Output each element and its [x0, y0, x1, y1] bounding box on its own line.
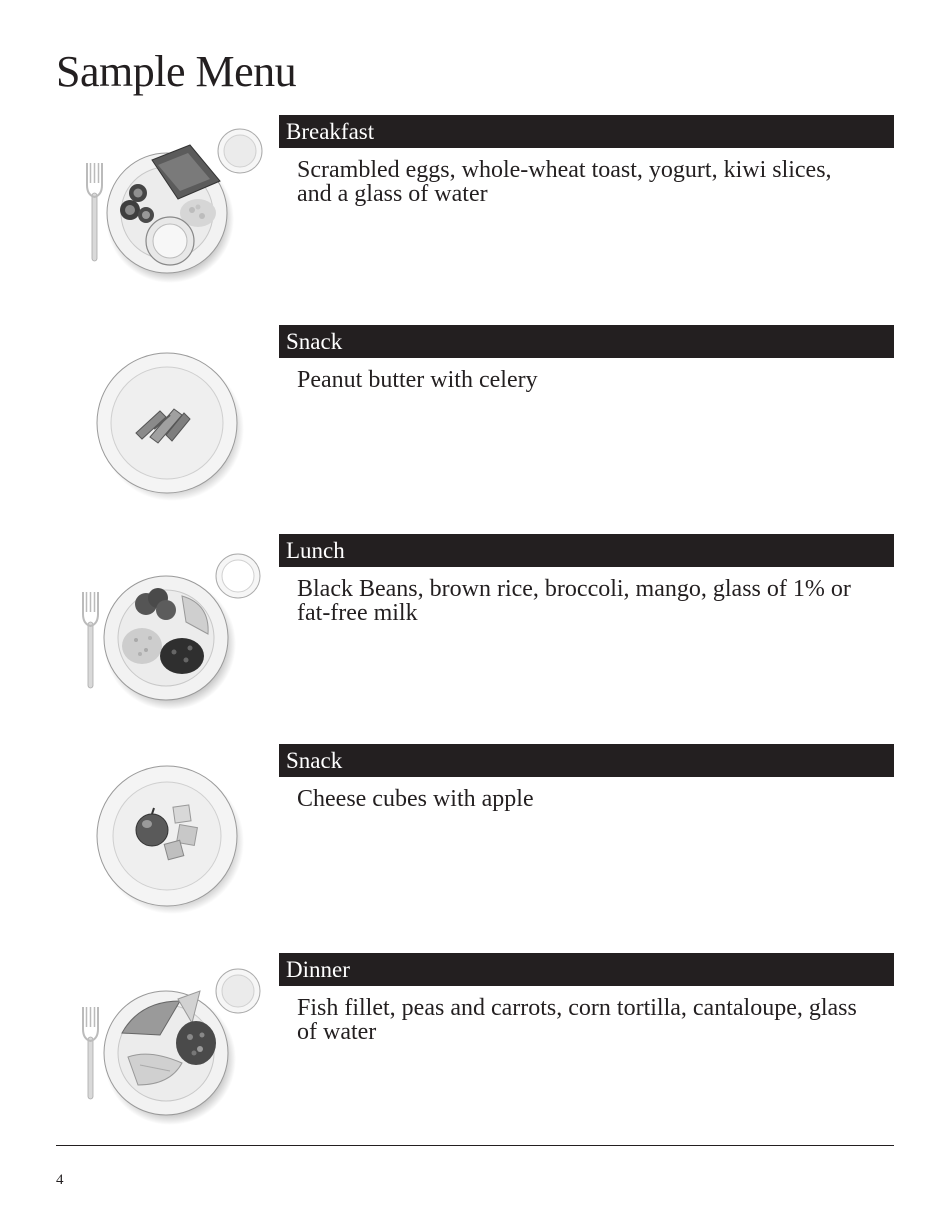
meal-section-snack-1	[0, 325, 950, 525]
meal-section-snack-2	[0, 744, 950, 944]
snack-celery-plate-image	[70, 325, 270, 515]
meal-heading-dinner: Dinner	[279, 953, 894, 986]
page-title: Sample Menu	[56, 47, 297, 96]
fork-icon	[83, 592, 98, 688]
fork-icon	[87, 163, 102, 261]
meal-section-lunch	[0, 534, 950, 734]
meal-description-snack-2: Cheese cubes with apple	[297, 786, 534, 812]
meal-section-breakfast	[0, 115, 950, 315]
breakfast-plate-image	[70, 115, 270, 305]
meal-description-lunch: Black Beans, brown rice, broccoli, mango, glass of 1% or fat-free milk	[297, 576, 851, 626]
lunch-plate-image	[70, 534, 270, 724]
meal-heading-snack-1: Snack	[279, 325, 894, 358]
meal-heading-snack-2: Snack	[279, 744, 894, 777]
meal-description-snack-1: Peanut butter with celery	[297, 367, 538, 393]
meal-heading-lunch: Lunch	[279, 534, 894, 567]
meal-section-dinner	[0, 953, 950, 1153]
snack-cheese-apple-plate-image	[70, 744, 270, 934]
fork-icon	[83, 1007, 98, 1099]
meal-heading-breakfast: Breakfast	[279, 115, 894, 148]
dinner-plate-image	[70, 953, 270, 1143]
footer-divider	[56, 1145, 894, 1146]
meal-description-breakfast: Scrambled eggs, whole-wheat toast, yogurt, kiwi slices, and a glass of water	[297, 157, 832, 207]
meal-description-dinner: Fish fillet, peas and carrots, corn tortilla, cantaloupe, glass of water	[297, 995, 857, 1045]
page-number: 4	[56, 1172, 64, 1188]
